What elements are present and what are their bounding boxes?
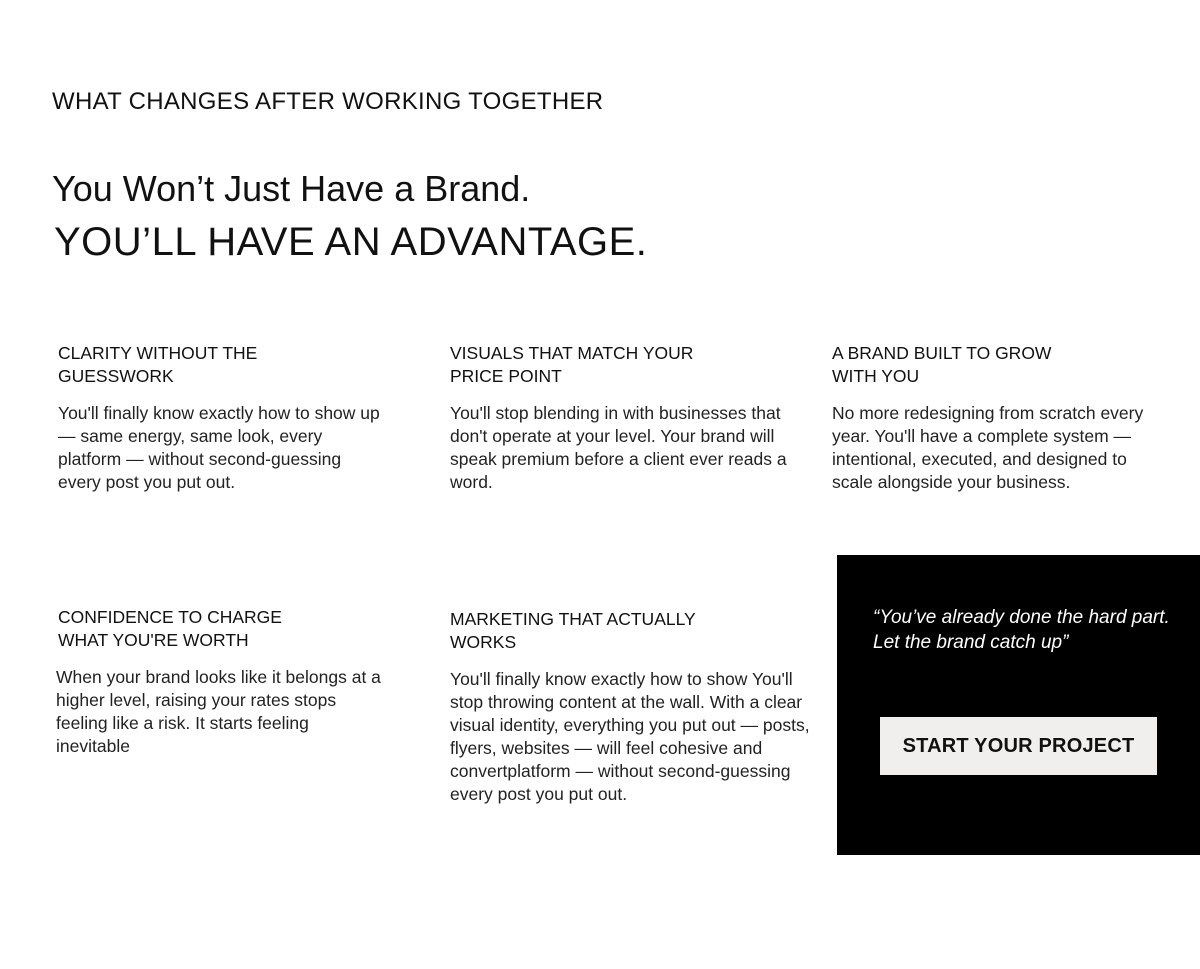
feature-description: You'll stop blending in with businesses that don't operate at your level. Your brand will speak premium before a client ever reads a word. <box>450 403 787 492</box>
feature-title: CONFIDENCE TO CHARGE WHAT YOU'RE WORTH <box>58 607 282 650</box>
feature-description: When your brand looks like it belongs at a higher level, raising your rates stops feeling like a risk. It starts feeling inevitable <box>56 667 381 756</box>
feature-title: VISUALS THAT MATCH YOUR PRICE POINT <box>450 343 694 386</box>
feature-confidence <box>56 606 386 758</box>
feature-description: You'll finally know exactly how to show You'll stop throwing content at the wall. With a clear visual identity, everything you put out — posts, flyers, websites — will feel cohesive and convertplatform — without second-guessing every post you put out. <box>450 669 810 804</box>
feature-description: No more redesigning from scratch every year. You'll have a complete system — intentional, executed, and designed to scale alongside your business. <box>832 403 1144 492</box>
feature-title: MARKETING THAT ACTUALLY WORKS <box>450 609 696 652</box>
cta-quote: “You’ve already done the hard part. Let the brand catch up” <box>873 607 1170 653</box>
feature-growth <box>832 342 1162 494</box>
feature-marketing <box>450 608 815 806</box>
headline-line-1: You Won’t Just Have a Brand. <box>52 168 531 209</box>
headline-line-2: YOU’LL HAVE AN ADVANTAGE. <box>54 220 648 264</box>
feature-visuals <box>450 342 790 494</box>
start-project-button[interactable]: START YOUR PROJECT <box>880 717 1157 775</box>
cta-panel <box>837 555 1200 855</box>
feature-title: A BRAND BUILT TO GROW WITH YOU <box>832 343 1052 386</box>
feature-clarity <box>58 342 388 494</box>
feature-title: CLARITY WITHOUT THE GUESSWORK <box>58 343 258 386</box>
feature-description: You'll finally know exactly how to show up — same energy, same look, every platform — without second-guessing every post you put out. <box>58 403 380 492</box>
eyebrow-heading: WHAT CHANGES AFTER WORKING TOGETHER <box>52 88 604 115</box>
